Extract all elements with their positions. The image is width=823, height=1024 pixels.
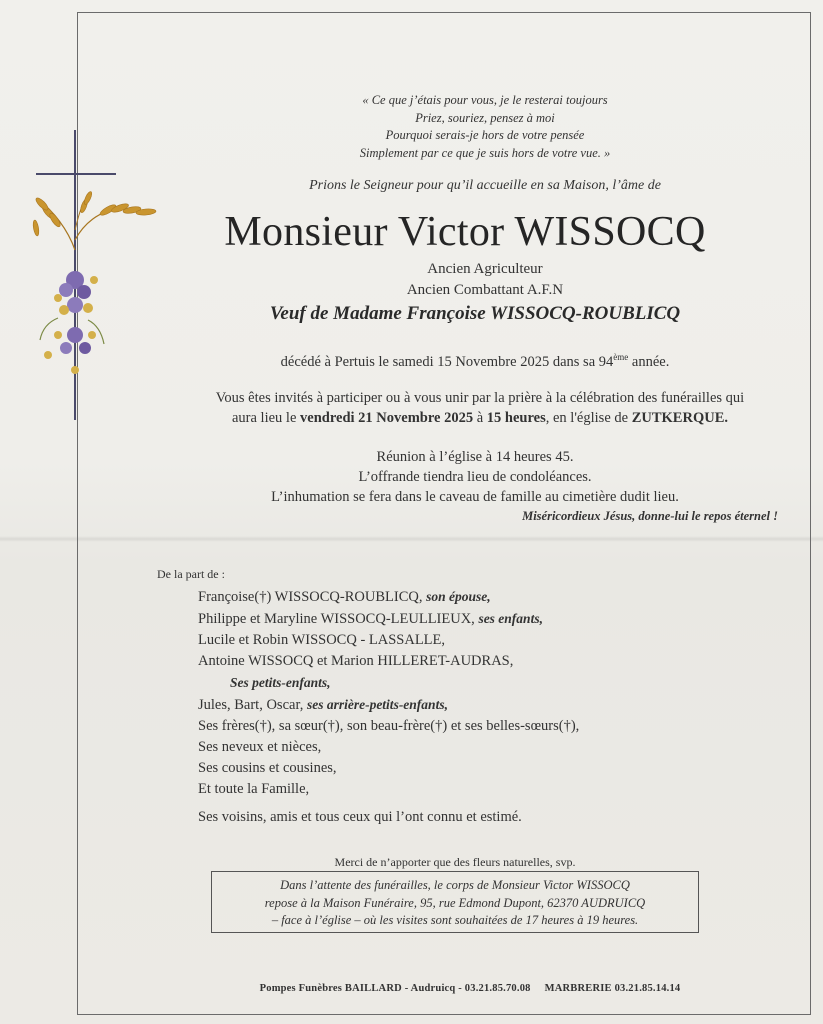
family-line bbox=[198, 672, 758, 694]
death-text: décédé à Pertuis le samedi 15 Novembre 2025 dans sa 94 bbox=[280, 353, 614, 370]
family-name: Philippe et Maryline WISSOCQ-LEULLIEUX, bbox=[198, 611, 479, 627]
death-notice bbox=[170, 352, 780, 371]
poem-line: Pourquoi serais-je hors de votre pensée bbox=[385, 128, 585, 142]
family-role: Ses petits-enfants, bbox=[230, 675, 331, 690]
invitation-line2 bbox=[150, 408, 810, 428]
visitation-line: Dans l’attente des funérailles, le corps de Monsieur Victor WISSOCQ bbox=[280, 878, 630, 892]
meeting-line: L’inhumation se fera dans le caveau de famille au cimetière dudit lieu. bbox=[271, 489, 679, 505]
poem-line: Simplement par ce que je suis hors de votre vue. » bbox=[359, 145, 611, 160]
visitation-line: repose à la Maison Funéraire, 95, rue Edmond Dupont, 62370 AUDRUICQ bbox=[264, 895, 646, 910]
invitation-text: à bbox=[473, 410, 487, 426]
death-end: année. bbox=[628, 353, 670, 370]
role-line: Ancien Agriculteur bbox=[427, 261, 543, 277]
family-line bbox=[198, 630, 758, 651]
family-line bbox=[198, 586, 758, 608]
funeral-home-contact: Pompes Funèbres BAILLARD - Audruicq - 03.21.85.70.08 bbox=[259, 983, 531, 994]
flowers-note: Merci de n’apporter que des fleurs naturelles, svp. bbox=[334, 855, 576, 869]
deceased-name: Monsieur Victor WISSOCQ bbox=[224, 209, 706, 255]
funeral-date: vendredi 21 Novembre 2025 bbox=[300, 410, 474, 426]
closing-prayer: Miséricordieux Jésus, donne-lui le repos éternel ! bbox=[522, 509, 778, 523]
family-role: son épouse, bbox=[426, 589, 491, 604]
from-label: De la part de : bbox=[157, 567, 225, 581]
family-role: ses arrière-petits-enfants, bbox=[306, 697, 448, 712]
invitation-line1: Vous êtes invités à participer ou à vous unir par la prière à la célébration des funérailles qui bbox=[215, 390, 745, 406]
role-line: Ancien Combattant A.F.N bbox=[406, 282, 564, 298]
family-line bbox=[198, 758, 758, 779]
meeting-line: Réunion à l’église à 14 heures 45. bbox=[376, 449, 574, 465]
family-name: Ses cousins et cousines, bbox=[198, 760, 337, 776]
family-line bbox=[198, 716, 758, 737]
footer bbox=[150, 983, 790, 994]
family-list bbox=[198, 586, 758, 800]
family-name: Jules, Bart, Oscar, bbox=[198, 697, 307, 713]
neighbors-line: Ses voisins, amis et tous ceux qui l’ont connu et estimé. bbox=[198, 809, 522, 825]
poem-line: Priez, souriez, pensez à moi bbox=[415, 110, 555, 125]
family-line bbox=[198, 694, 758, 716]
family-name: Françoise(†) WISSOCQ-ROUBLICQ, bbox=[198, 589, 427, 605]
cross-wheat-flower-icon bbox=[28, 130, 163, 420]
family-line bbox=[198, 608, 758, 630]
prayer-intro: Prions le Seigneur pour qu’il accueille en sa Maison, l’âme de bbox=[309, 178, 661, 193]
meeting-line: L’offrande tiendra lieu de condoléances. bbox=[358, 469, 592, 485]
visitation-box bbox=[211, 871, 699, 933]
funeral-place: ZUTKERQUE. bbox=[631, 410, 728, 426]
flower-icon bbox=[40, 271, 104, 374]
invitation bbox=[150, 388, 810, 428]
family-name: Antoine WISSOCQ et Marion HILLERET-AUDRAS, bbox=[198, 653, 514, 669]
family-line bbox=[198, 779, 758, 800]
family-name: Lucile et Robin WISSOCQ - LASSALLE, bbox=[198, 632, 446, 648]
marbrerie-contact: MARBRERIE 03.21.85.14.14 bbox=[544, 983, 681, 994]
invitation-text: aura lieu le bbox=[231, 410, 301, 426]
visitation-line: – face à l’église – où les visites sont souhaitées de 17 heures à 19 heures. bbox=[271, 913, 639, 927]
family-name: Et toute la Famille, bbox=[198, 781, 310, 797]
family-name: Ses frères(†), sa sœur(†), son beau-frère(†) et ses belles-sœurs(†), bbox=[198, 718, 580, 734]
meeting-info bbox=[170, 447, 780, 507]
widower-line: Veuf de Madame Françoise WISSOCQ-ROUBLICQ bbox=[269, 303, 681, 324]
wheat-icon bbox=[32, 191, 156, 250]
death-sup: ème bbox=[613, 352, 629, 362]
poem bbox=[200, 92, 770, 162]
funeral-time: 15 heures bbox=[486, 410, 546, 426]
family-name: Ses neveux et nièces, bbox=[198, 739, 322, 755]
family-line bbox=[198, 651, 758, 672]
family-role: ses enfants, bbox=[478, 611, 543, 626]
poem-line: « Ce que j’étais pour vous, je le resterai toujours bbox=[362, 93, 608, 107]
invitation-text: , en l'église de bbox=[545, 410, 632, 426]
family-line bbox=[198, 737, 758, 758]
